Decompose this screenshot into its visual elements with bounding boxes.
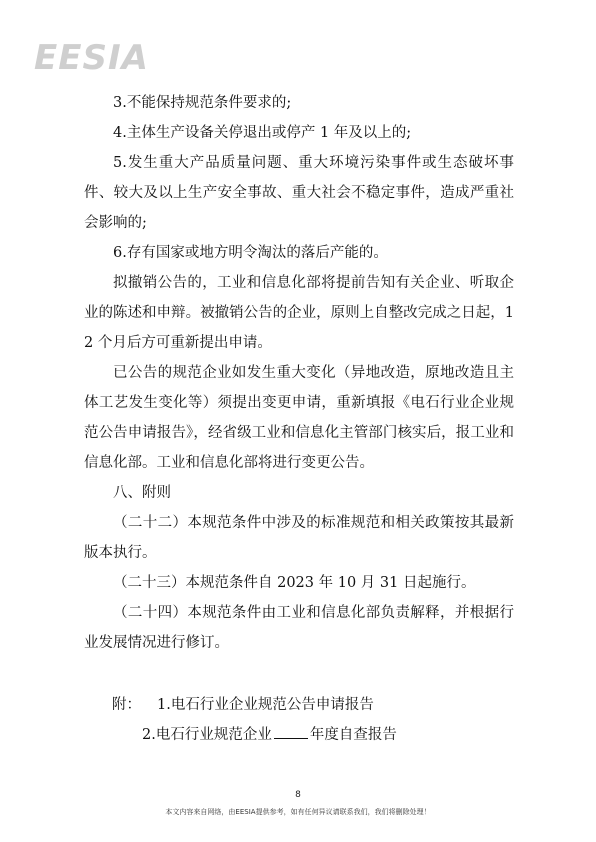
year-blank-line bbox=[274, 724, 308, 739]
paragraph-change-application: 已公告的规范企业如发生重大变化（异地改造，原地改造且主体工艺发生变化等）须提出变更申请，重新填报《电石行业企业规范公告申请报告》，经省级工业和信息化主管部门核实后，报工业和信息化部。工业和信息化部将进行变更公告。 bbox=[84, 365, 514, 471]
article-24: （二十四）本规范条件由工业和信息化部负责解释，并根据行业发展情况进行修订。 bbox=[84, 605, 514, 651]
attachment-1-title: 1.电石行业企业规范公告申请报告 bbox=[157, 697, 374, 713]
paragraph-revocation: 拟撤销公告的，工业和信息化部将提前告知有关企业、听取企业的陈述和申辩。被撤销公告的企业，原则上自整改完成之日起，12 个月后方可重新提出申请。 bbox=[84, 275, 514, 351]
section-heading-supplementary: 八、附则 bbox=[113, 485, 171, 501]
eesia-logo: EESIA bbox=[34, 38, 149, 78]
article-22: （二十二）本规范条件中涉及的标准规范和相关政策按其最新版本执行。 bbox=[84, 515, 514, 561]
attachment-item-1 bbox=[112, 690, 374, 720]
paragraph-item-3: 3.不能保持规范条件要求的; bbox=[113, 95, 292, 111]
article-23: （二十三）本规范条件自 2023 年 10 月 31 日起施行。 bbox=[113, 575, 476, 591]
page-number: 8 bbox=[295, 790, 301, 800]
paragraph-item-4: 4.主体生产设备关停退出或停产 1 年及以上的; bbox=[113, 125, 412, 141]
body-text bbox=[84, 88, 514, 658]
footer-disclaimer: 本文内容来自网络，由EESIA提供参考，如有任何异议请联系我们，我们将删除处理！ bbox=[165, 808, 431, 816]
attachment-lead: 附： bbox=[112, 697, 141, 713]
attachment-2-prefix: 2.电石行业规范企业 bbox=[142, 727, 272, 743]
attachment-item-2 bbox=[142, 720, 397, 750]
paragraph-item-5: 5.发生重大产品质量问题、重大环境污染事件或生态破坏事件、较大及以上生产安全事故、重大社会不稳定事件，造成严重社会影响的; bbox=[84, 155, 514, 231]
attachment-2-suffix: 年度自查报告 bbox=[309, 727, 397, 743]
paragraph-item-6: 6.存有国家或地方明令淘汰的落后产能的。 bbox=[113, 245, 388, 261]
